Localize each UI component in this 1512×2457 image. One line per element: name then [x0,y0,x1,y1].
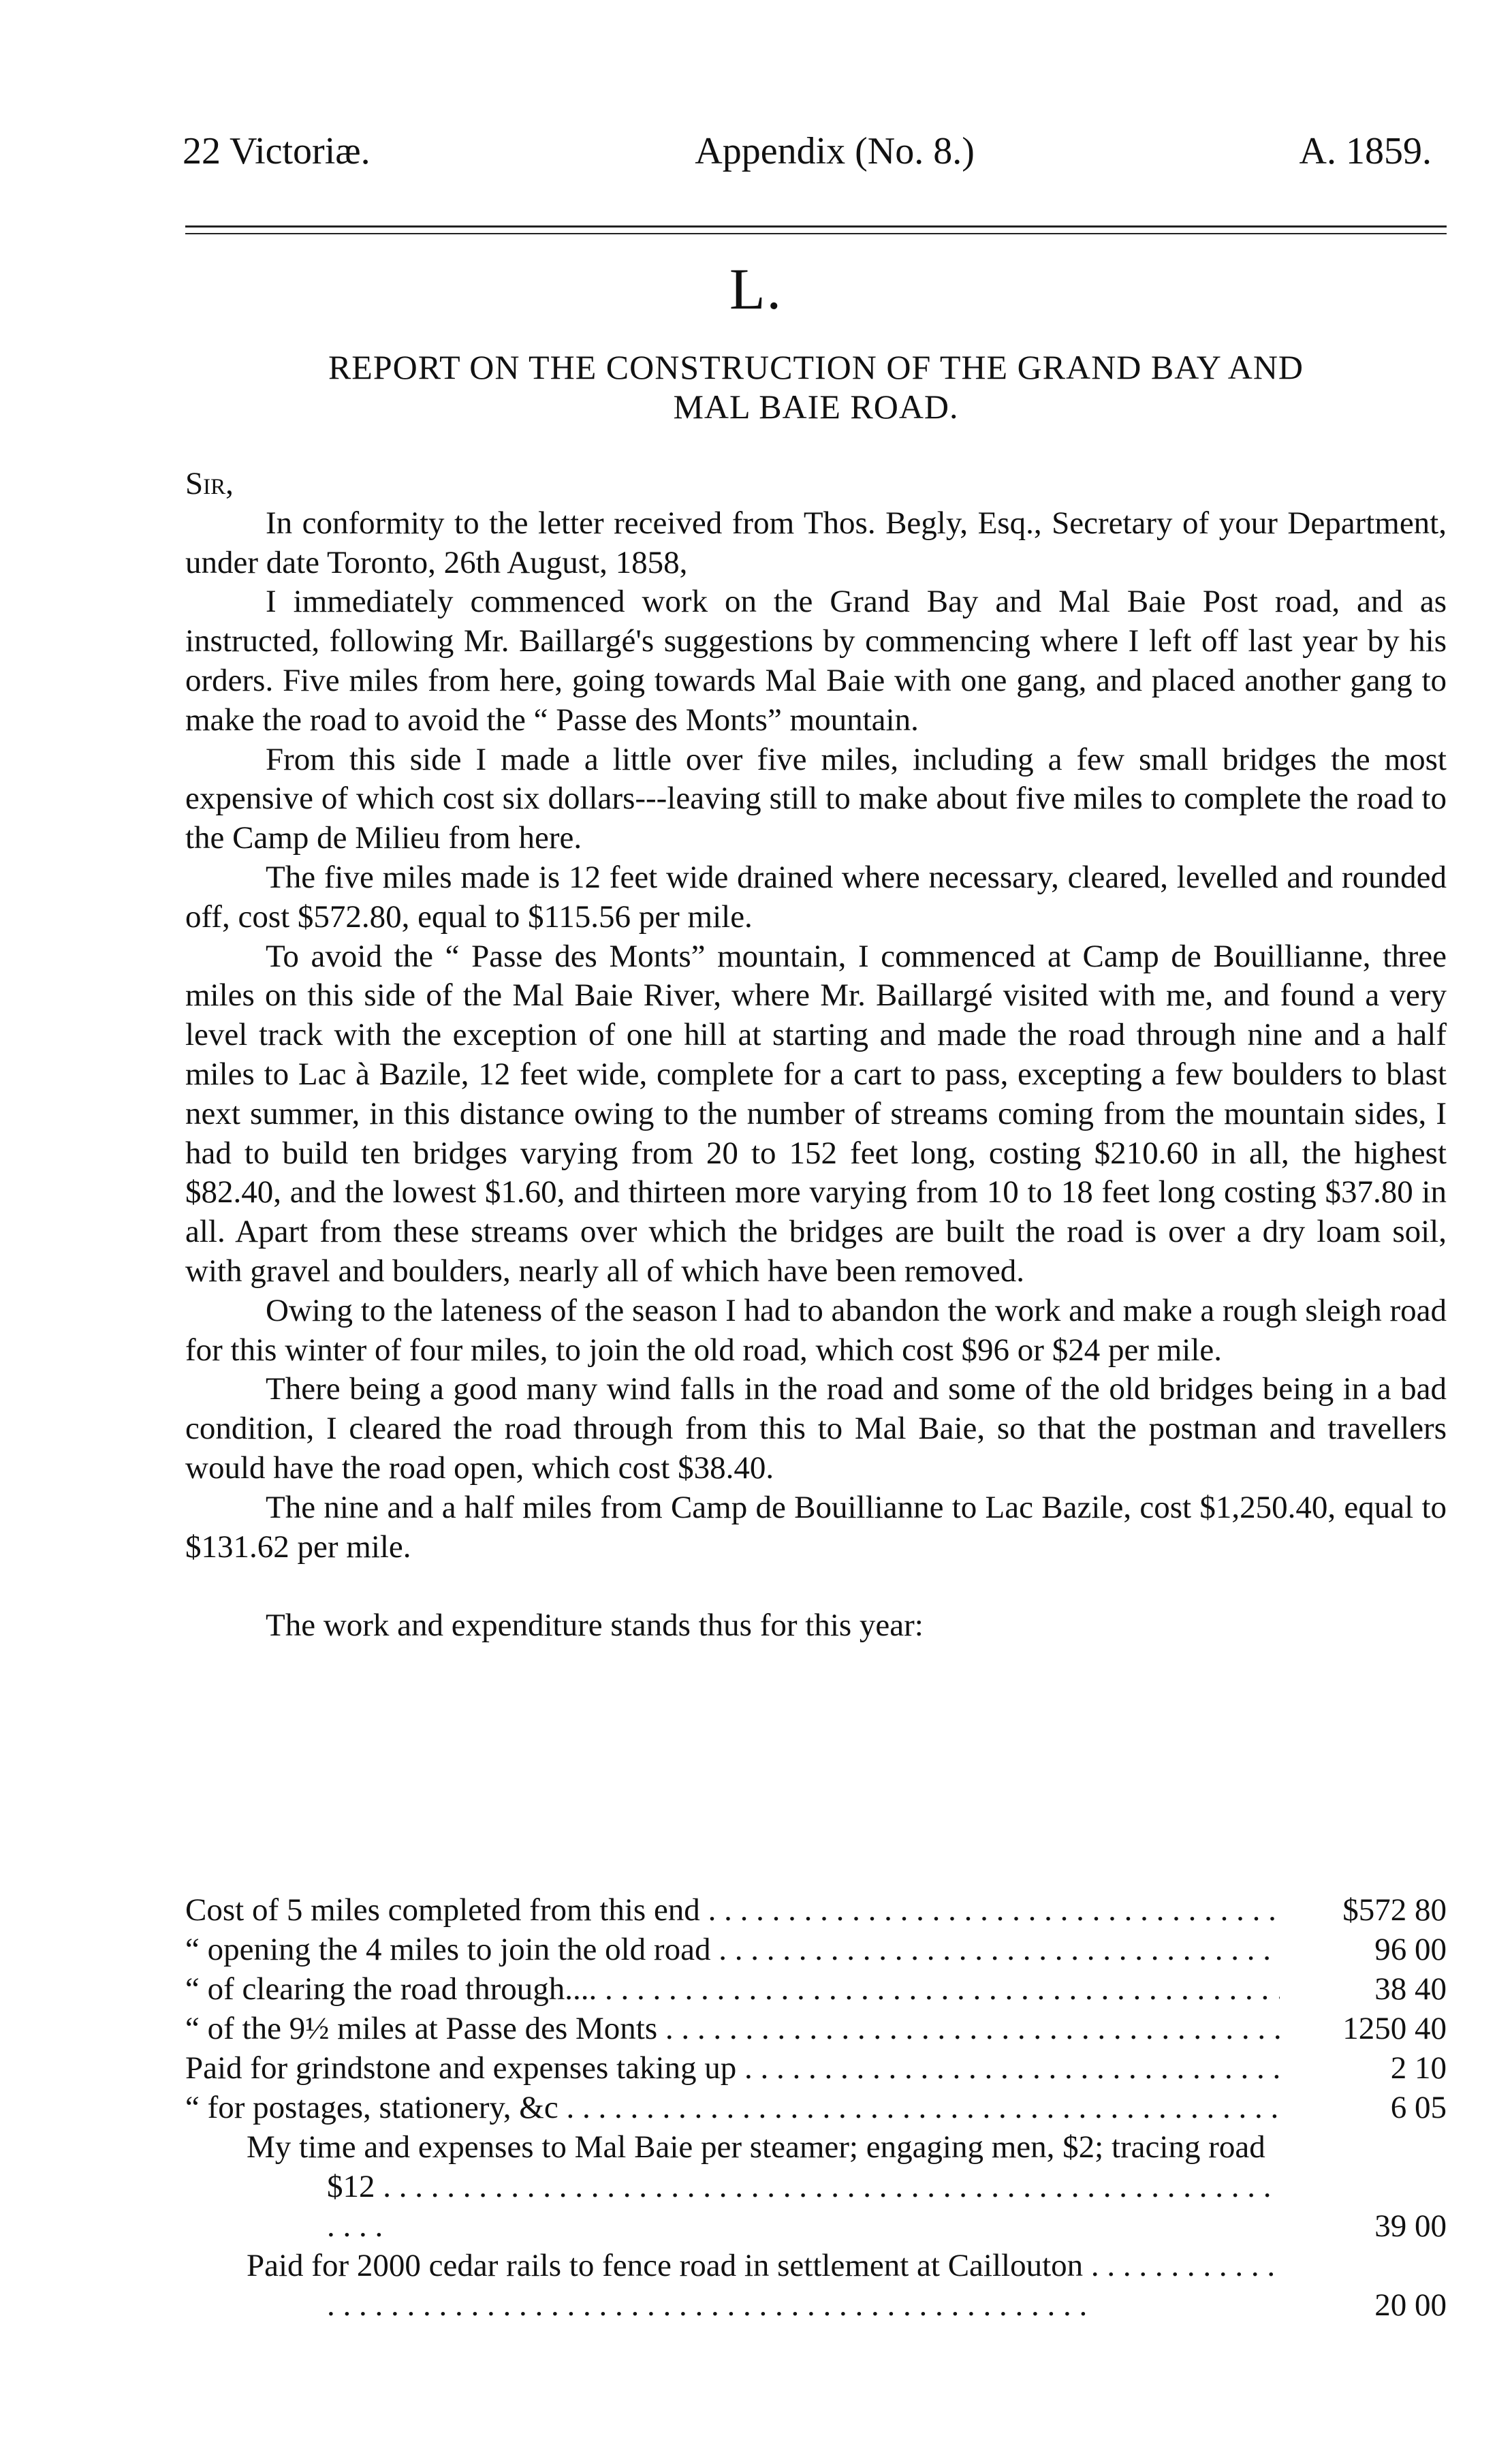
paragraph: There being a good many wind falls in the road and some of the old bridges being in a bad condition, I cleared the road through from this to Mal Baie, so that the postman and travellers would have the road open, which cost $38.40. [185,1371,1447,1486]
leader-dots [327,2169,1272,2244]
expenditure-row [185,2246,1447,2325]
summary-line: The work and expenditure stands thus for this year: [266,1608,924,1644]
header-session: 22 Victoriæ. [183,130,371,172]
expenditure-desc: “ of clearing the road through.... [185,1971,597,2007]
paragraph: To avoid the “ Passe des Monts” mountain, I commenced at Camp de Bouillianne, three miles on this side of the Mal Baie River, where Mr. Baillargé visited with me, and found a very level track with the exception of one hill at starting and made the road through nine and a half miles to Lac à Bazile, 12 feet wide, complete for a cart to pass, excepting a few boulders to blast next summer, in this distance owing to the number of streams coming from the mountain sides, I had to build ten bridges varying from 20 to 152 feet long, costing $210.60 in all, the highest $82.40, and the lowest $1.60, and thirteen more varying from 10 to 18 feet long costing $37.80 in all. Apart from these streams over which the bridges are built the road is over a dry loam soil, with gravel and boulders, nearly all of which have been removed. [185,938,1447,1289]
paragraph: From this side I made a little over five miles, including a few small bridges the most expensive of which cost six dollars---leaving still to make about five miles to complete the road to the Camp de Milieu from here. [185,741,1447,856]
leader-dots [558,2090,1280,2125]
expenditure-amount: 2 10 [1390,2050,1447,2086]
report-title-line-1: REPORT ON THE CONSTRUCTION OF THE GRAND BAY AND [328,348,1304,386]
report-title-line-2: MAL BAIE ROAD. [673,388,959,426]
expenditure-desc: Paid for grindstone and expenses taking up [185,2050,737,2086]
header-rule-top [185,225,1447,228]
report-body [185,465,1447,1646]
expenditure-amount: 6 05 [1390,2090,1447,2125]
expenditure-desc: Paid for 2000 cedar rails to fence road in settlement at Caillouton [247,2248,1084,2283]
leader-dots [700,1892,1280,1928]
expenditure-row [185,2009,1447,2048]
expenditure-row [185,1969,1447,2009]
expenditure-desc: “ of the 9½ miles at Passe des Monts [185,2011,658,2046]
expenditure-row [185,1930,1447,1969]
expenditure-row [185,1890,1447,1930]
header-rule-bottom [185,233,1447,234]
section-letter: L. [729,256,783,322]
expenditure-row [185,2088,1447,2127]
expenditure-desc: Cost of 5 miles completed from this end [185,1892,700,1928]
expenditure-amount: $572 80 [1342,1892,1447,1928]
paragraph: Owing to the lateness of the season I had to abandon the work and make a rough sleigh road for this winter of four miles, to join the old road, which cost $96 or $24 per mile. [185,1292,1447,1368]
expenditure-row [185,2127,1447,2246]
header-year: A. 1859. [1299,130,1432,172]
page-header [183,129,1432,173]
expenditure-desc: My time and expenses to Mal Baie per steamer; engaging men, $2; tracing road $12 [247,2129,1265,2204]
leader-dots [710,1932,1280,1967]
expenditure-desc: “ for postages, stationery, &c [185,2090,558,2125]
paragraph: The five miles made is 12 feet wide drained where necessary, cleared, levelled and rounded off, cost $572.80, equal to $115.56 per mile. [185,859,1447,935]
expenditure-amount: 39 00 [1374,2208,1447,2244]
expenditure-amount: 1250 40 [1342,2011,1447,2046]
salutation: Sir, [185,466,234,501]
expenditure-amount: 20 00 [1374,2287,1447,2323]
expenditure-amount: 38 40 [1374,1971,1447,2007]
leader-dots [736,2050,1280,2086]
expenditure-table [185,1890,1447,2325]
expenditure-desc: “ opening the 4 miles to join the old road [185,1932,711,1967]
leader-dots [597,1971,1280,2007]
report-title [185,347,1447,426]
header-appendix: Appendix (No. 8.) [695,130,975,172]
leader-dots [657,2011,1280,2046]
paragraph: The nine and a half miles from Camp de Bouillianne to Lac Bazile, cost $1,250.40, equal to $131.62 per mile. [185,1489,1447,1565]
paragraph: In conformity to the letter received from Thos. Begly, Esq., Secretary of your Department, under date Toronto, 26th August, 1858, [185,505,1447,580]
paragraph: I immediately commenced work on the Grand Bay and Mal Baie Post road, and as instructed, following Mr. Baillargé's suggestions by commencing where I left off last year by his orders. Five miles from here, going towards Mal Baie with one gang, and placed another gang to make the road to avoid the “ Passe des Monts” mountain. [185,584,1447,738]
expenditure-amount: 96 00 [1374,1932,1447,1967]
expenditure-row [185,2048,1447,2088]
